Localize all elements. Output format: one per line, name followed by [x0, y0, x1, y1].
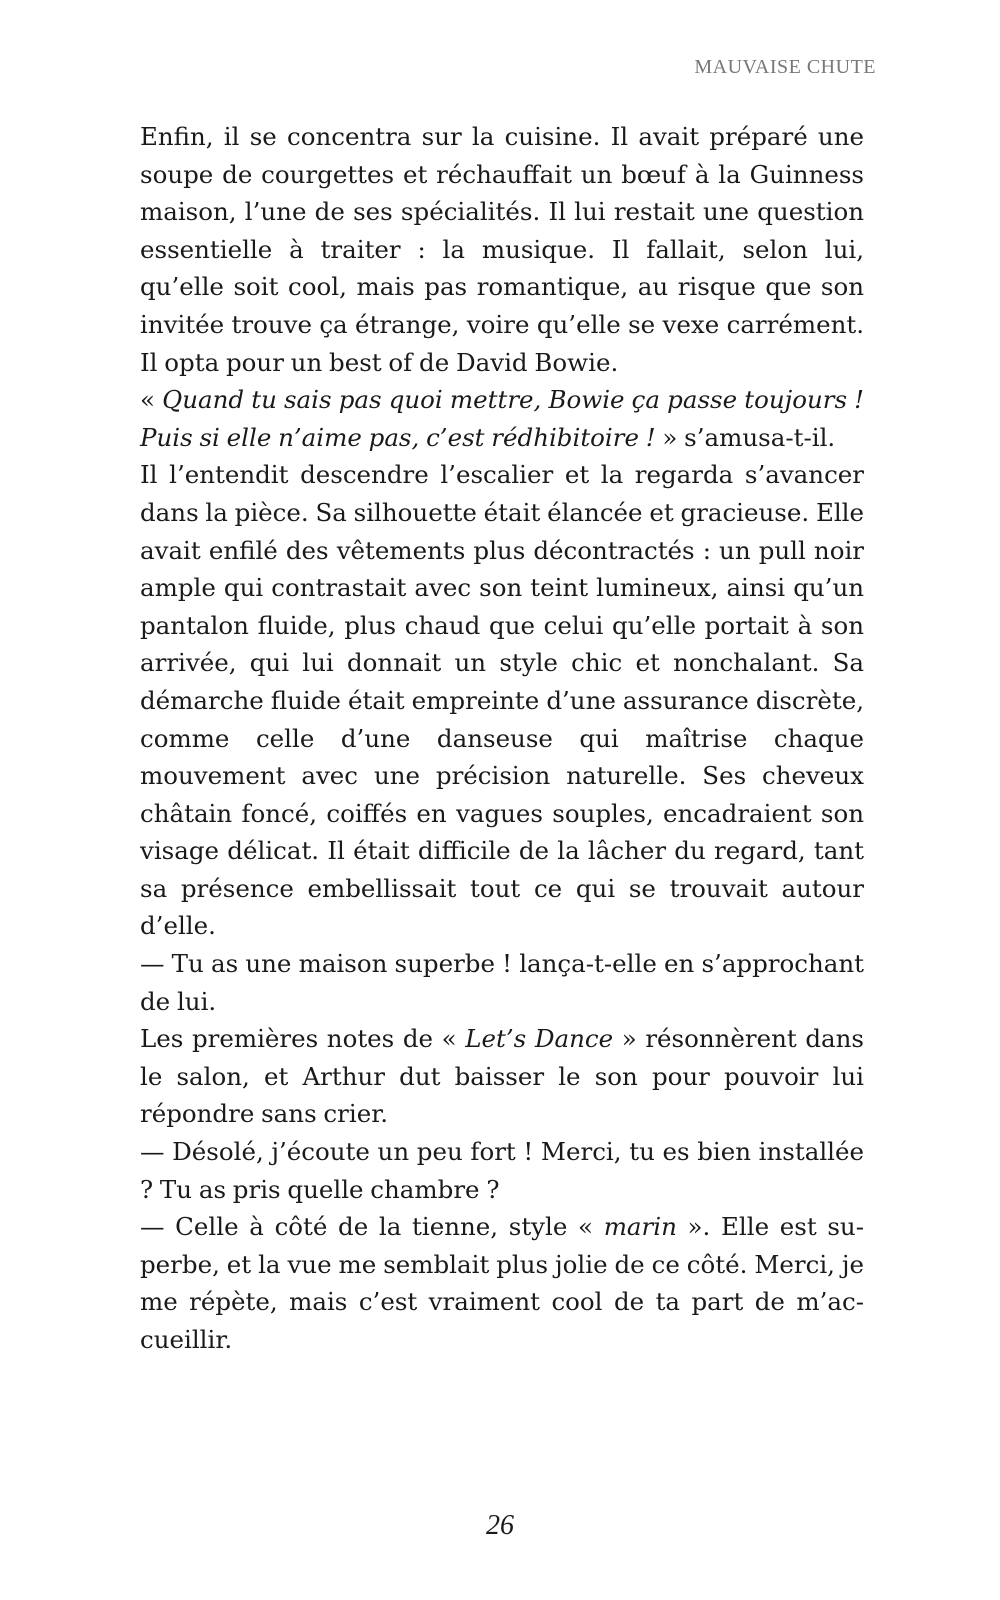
paragraph-1: Enfin, il se concentra sur la cuisine. Il avait préparé une soupe de courgettes et réchauffait un bœuf à la Guinness maison, l’une de ses spécialités. Il lui restait une question essentielle à traiter : la musique. Il fallait, selon lui, qu’elle soit cool, mais pas romantique, au risque que son invitée trouve ça étrange, voire qu’elle se vexe carrément. Il opta pour un best of de David Bowie. — [140, 122, 864, 377]
italic-word: marin — [603, 1212, 677, 1242]
paragraph-6-dialogue: — Désolé, j’écoute un peu fort ! Merci, tu es bien installée ? Tu as pris quelle chambre ? — [140, 1137, 864, 1204]
running-header: MAUVAISE CHUTE — [694, 56, 876, 78]
paragraph-3: Il l’entendit descendre l’escalier et la regarda s’avancer dans la pièce. Sa silhouette était élancée et gracieuse. Elle avait enfilé des vêtements plus décontractés : un pull noir ample qui contrastait avec son teint lumineux, ainsi qu’un pantalon fluide, plus chaud que celui qu’elle portait à son arrivée, qui lui donnait un style chic et nonchalant. Sa démarche fluide était empreinte d’une assurance discrète, comme celle d’une danseuse qui maîtrise chaque mouvement avec une précision naturelle. Ses cheveux châtain foncé, coiffés en vagues souples, encadraient son visage délicat. Il était difficile de la lâcher du regard, tant sa présence embellissait tout ce qui se trouvait autour d’elle. — [140, 460, 865, 941]
song-title: Let’s Dance — [465, 1024, 614, 1054]
quote-close: » s’amusa-t-il. — [655, 422, 836, 452]
italic-quote: Quand tu sais pas quoi mettre, Bowie ça passe toujours ! Puis si elle n’aime pas, c’est rédhibitoire ! — [140, 385, 865, 452]
paragraph-4-dialogue: — Tu as une maison superbe ! lança-t-elle en s’approchant de lui. — [140, 949, 864, 1016]
paragraph-5 — [140, 1020, 864, 1133]
p7-before: — Celle à côté de la tienne, style « — [140, 1212, 604, 1242]
page-number: 26 — [486, 1510, 514, 1541]
body-text — [140, 118, 864, 1359]
paragraph-2 — [140, 381, 864, 456]
p5-before: Les premières notes de « — [140, 1024, 466, 1054]
p7-after: ». Elle est superbe, et la vue me semblait plus jolie de ce côté. Merci, je me répète, mais c’est vraiment cool de ta part de m’accueillir. — [140, 1212, 864, 1354]
paragraph-7-dialogue — [140, 1208, 864, 1358]
p5-after: » résonnèrent dans le salon, et Arthur dut baisser le son pour pouvoir lui répondre sans crier. — [140, 1024, 864, 1129]
quote-open: « — [140, 385, 163, 415]
